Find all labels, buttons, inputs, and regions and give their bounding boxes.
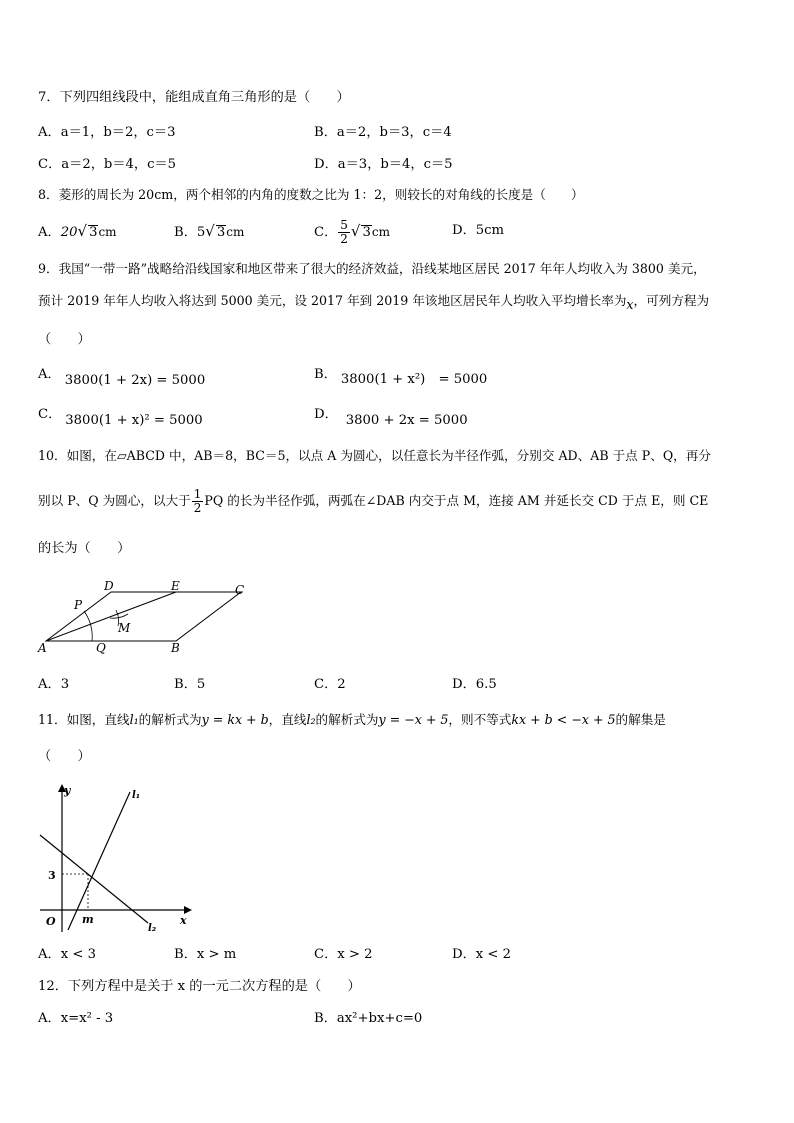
q8-option-c-fraction <box>338 219 350 246</box>
label-q: Q <box>96 641 106 655</box>
axis-label-y: y <box>64 784 71 797</box>
q8-option-a-unit: cm <box>98 225 117 239</box>
q11-option-d: D．x < 2 <box>452 947 512 962</box>
q7-stem: 7．下列四组线段中，能组成直角三角形的是（ ） <box>38 90 350 105</box>
q11-eq1: y = kx + b <box>201 712 269 727</box>
q8-option-a-label: A． <box>38 225 61 240</box>
q9-option-a <box>38 366 206 388</box>
q11-option-c: C．x > 2 <box>314 947 373 962</box>
q10-option-c: C．2 <box>314 677 346 692</box>
q12-stem: 12．下列方程中是关于 x 的一元二次方程的是（ ） <box>38 979 361 994</box>
q10-option-a: A．3 <box>38 677 70 692</box>
q9-stem-line1: 9．我国“一带一路”战略给沿线国家和地区带来了很大的经济效益，沿线某地区居民 2017 年年人均收入为 3800 美元， <box>38 261 706 276</box>
q9-option-c-label: C． <box>38 407 62 422</box>
q9-stem-line2 <box>38 292 709 310</box>
radical-icon: √ <box>205 222 215 240</box>
q10-option-b: B．5 <box>174 677 206 692</box>
q8-option-a <box>38 222 117 242</box>
q9-option-a-equation: 3800(1 + 2x) = 5000 <box>64 373 206 388</box>
q9-option-d-label: D． <box>314 407 338 422</box>
radical-icon: √ <box>350 222 361 240</box>
q11-stem-c: ，直线 <box>268 712 307 727</box>
q11-stem-b: 的解析式为 <box>138 712 202 727</box>
q8-option-a-coef: 20 <box>60 225 78 240</box>
q9-option-b-equation: 3800(1 + x²) = 5000 <box>340 372 488 387</box>
q10-stem-line2 <box>38 482 708 520</box>
q11-stem <box>38 711 666 729</box>
q7-option-b: B．a＝2，b＝3，c＝4 <box>314 125 452 140</box>
q9-paren: （ ） <box>38 332 91 347</box>
q8-option-b-radicand: 3 <box>216 225 226 240</box>
q11-option-a: A．x < 3 <box>38 947 96 962</box>
label-m: M <box>118 621 131 635</box>
q8-option-b-coef: 5 <box>196 225 206 240</box>
q8-stem: 8．菱形的周长为 20cm，两个相邻的内角的度数之比为 1：2，则较长的对角线的长度是（ ） <box>38 187 584 202</box>
q9-option-c-equation: 3800(1 + x)² = 5000 <box>65 413 203 428</box>
q8-option-b-label: B． <box>174 225 197 240</box>
q9-variable-x: x <box>626 297 634 312</box>
q10-fraction <box>192 488 204 515</box>
label-b: B <box>171 641 180 655</box>
q8-option-c-denominator: 2 <box>340 232 348 246</box>
origin-label: O <box>46 915 56 928</box>
q10-fraction-numerator: 1 <box>193 487 202 501</box>
parallelogram-figure <box>36 578 266 656</box>
q11-stem-d: 的解析式为 <box>315 712 379 727</box>
q11-l1: l₁ <box>129 712 139 727</box>
q9-option-b <box>314 366 488 387</box>
q10-stem-line2-b: PQ 的长为半径作弧，两弧在∠DAB 内交于点 M，连接 AM 并延长交 CD 于点 E，则 CE <box>204 493 709 508</box>
q11-l2: l₂ <box>306 712 316 727</box>
linear-graph-figure <box>36 780 196 938</box>
q9-option-d-equation: 3800 + 2x = 5000 <box>345 413 468 428</box>
q8-option-a-radicand: 3 <box>89 225 98 240</box>
q11-inequality: kx + b < −x + 5 <box>511 712 616 727</box>
label-e: E <box>171 579 180 593</box>
q8-option-c-numerator: 5 <box>340 218 348 232</box>
q12-option-b: B．ax²+bx+c=0 <box>314 1011 423 1026</box>
label-l2: l₂ <box>148 923 157 934</box>
q10-stem-line2-a: 别以 P、Q 为圆心，以大于 <box>38 493 191 508</box>
line-l1 <box>68 792 130 930</box>
q8-option-c-label: C． <box>314 225 338 240</box>
q10-stem-line3: 的长为（ ） <box>38 541 131 556</box>
label-d: D <box>104 579 114 593</box>
q8-option-d: D．5cm <box>452 223 505 238</box>
q9-stem-line2-a: 预计 2019 年年人均收入将达到 5000 美元，设 2017 年到 2019 年该地区居民年人均收入平均增长率为 <box>38 293 627 308</box>
q8-option-c-radicand: 3 <box>362 225 371 240</box>
label-p: P <box>74 598 83 612</box>
q7-option-a: A．a＝1，b＝2，c＝3 <box>38 125 176 140</box>
tick-label-3: 3 <box>48 869 56 882</box>
q10-stem-line1: 10．如图，在▱ABCD 中，AB＝8，BC＝5，以点 A 为圆心，以任意长为半径作弧，分别交 AD、AB 于点 P、Q，再分 <box>38 448 711 463</box>
q8-option-b <box>174 222 244 242</box>
q9-option-b-label: B． <box>314 367 337 382</box>
q10-fraction-denominator: 2 <box>193 501 202 515</box>
q9-option-d <box>314 406 468 428</box>
q7-option-c: C．a＝2，b＝4，c＝5 <box>38 157 177 172</box>
label-l1: l₁ <box>132 790 141 801</box>
q9-option-a-label: A． <box>38 367 61 382</box>
q8-option-b-unit: cm <box>226 225 245 239</box>
q12-option-a: A．x=x² - 3 <box>38 1011 114 1026</box>
q10-option-d: D．6.5 <box>452 677 497 692</box>
q11-paren: （ ） <box>38 749 91 764</box>
q11-stem-a: 11．如图，直线 <box>38 712 130 727</box>
axis-label-x: x <box>180 914 187 927</box>
q11-stem-f: 的解集是 <box>615 712 666 727</box>
radical-icon: √ <box>77 222 88 240</box>
q9-stem-line2-b: ，可列方程为 <box>633 293 710 308</box>
q8-option-c-unit: cm <box>371 225 390 239</box>
label-a: A <box>38 641 47 655</box>
x-axis-arrow-icon <box>184 906 192 914</box>
tick-label-m: m <box>82 913 94 926</box>
label-c: C <box>235 583 245 597</box>
q11-option-b: B．x > m <box>174 947 237 962</box>
segment-ae <box>46 592 176 641</box>
q11-stem-e: ，则不等式 <box>448 712 512 727</box>
q9-option-c <box>38 406 203 428</box>
q8-option-c <box>314 212 390 252</box>
q11-eq2: y = −x + 5 <box>378 712 449 727</box>
q7-option-d: D．a＝3，b＝4，c＝5 <box>314 157 453 172</box>
